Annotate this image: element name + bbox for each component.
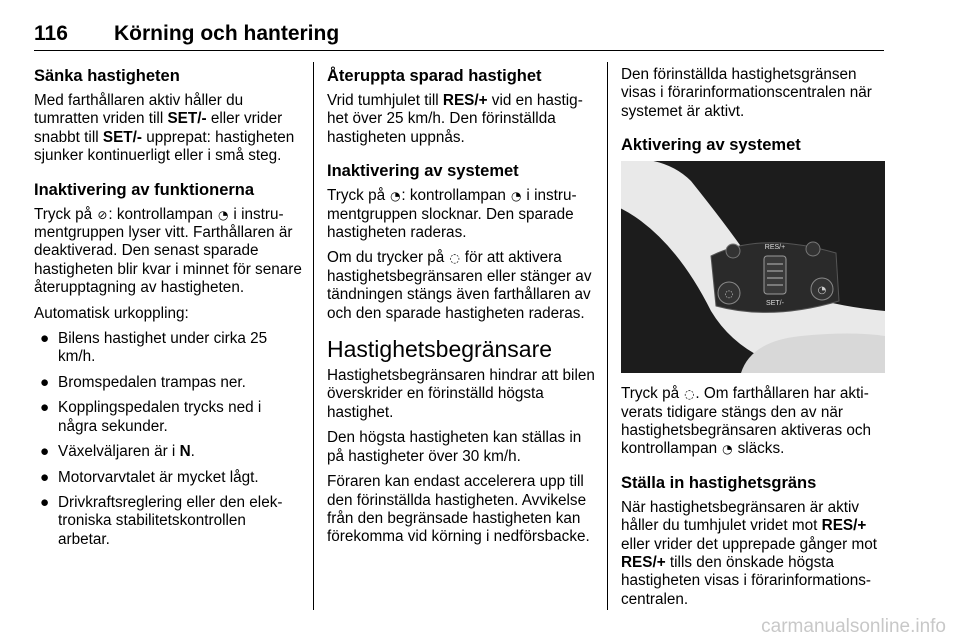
paragraph: Hastighetsbegränsaren hindrar att bilen överskrider en förinställd högsta hastighet. xyxy=(327,367,595,421)
wheel-set-label: SET/- xyxy=(766,300,784,308)
bullet-icon: ● xyxy=(40,468,50,486)
paragraph xyxy=(621,499,887,609)
heading-sanka-hastigheten: Sänka hastigheten xyxy=(34,67,180,85)
heading-inaktivering-funktionerna: Inaktivering av funktionerna xyxy=(34,180,255,199)
text: . Om farthållaren har aktiverats tidigare stängs den av när hastighetsbegränsaren aktiveras och kontrollampan xyxy=(621,385,872,458)
text: Vrid tumhjulet till xyxy=(327,92,443,109)
list-item-text: Drivkraftsreglering eller den elektroniska stabilitetskontrollen arbetar. xyxy=(58,493,283,548)
text: När hastighetsbegränsaren är aktiv håller du tumhjulet vridet mot xyxy=(621,498,860,535)
page-header xyxy=(34,22,884,51)
column-divider xyxy=(313,62,314,610)
page-title: Körning och hantering xyxy=(114,22,340,45)
text: i instrumentgruppen lyser vitt. Farthållaren är deaktiverad. Den senast sparade hastigheten blir kvar i minnet för senare återupptagning av hastigheten. xyxy=(34,205,302,297)
paragraph xyxy=(34,92,302,166)
bold-res-label: RES/+ xyxy=(442,92,488,109)
heading-ateruppta: Återuppta sparad hastighet xyxy=(327,67,542,85)
heading-stalla-in: Ställa in hastighetsgräns xyxy=(621,473,817,492)
text: upprepat: hastigheten sjunker kontinuerligt eller i små steg. xyxy=(34,128,295,165)
text: : kontrollampan xyxy=(401,187,511,205)
cruise-cancel-icon: ⊘ xyxy=(97,207,108,222)
text: eller vrider det upprepade gånger mot xyxy=(621,535,877,553)
paragraph xyxy=(327,187,595,242)
svg-text:◌: ◌ xyxy=(724,289,734,301)
text: : kontrollampan xyxy=(108,205,218,223)
bullet-icon: ● xyxy=(40,373,50,391)
list-item xyxy=(34,443,302,461)
list-item-text: Motorvarvtalet är mycket lågt. xyxy=(58,468,259,486)
column-1 xyxy=(34,66,302,556)
bold-set-label: SET/- xyxy=(102,128,142,146)
heading-inaktivering-systemet: Inaktivering av systemet xyxy=(327,162,519,181)
cruise-indicator-icon: ◔ xyxy=(510,189,522,204)
bullet-list xyxy=(34,330,302,549)
cruise-indicator-icon: ◔ xyxy=(390,189,401,204)
list-item xyxy=(34,330,302,367)
bullet-icon: ● xyxy=(40,493,50,511)
bold-res-label: RES/+ xyxy=(621,554,666,572)
steering-wheel-svg xyxy=(621,161,885,373)
page-number: 116 xyxy=(34,22,68,45)
text: Med farthållaren aktiv håller du tumratten vriden till xyxy=(34,92,244,128)
column-2 xyxy=(327,66,595,554)
list-item xyxy=(34,469,302,487)
paragraph: Föraren kan endast accelerera upp till den förinställda hastigheten. Avvikelse från den begränsade hastigheten kan förekomma vid körning i nedförsbacke. xyxy=(327,473,590,546)
bold-set-label: SET/- xyxy=(167,110,207,128)
wheel-res-label: RES/+ xyxy=(764,244,786,252)
text: vid en hastighet över 25 km/h. Den förinställda hastigheten uppnås. xyxy=(327,92,583,146)
cruise-indicator-icon: ◔ xyxy=(217,207,229,222)
list-item xyxy=(34,374,302,392)
text: Om du trycker på xyxy=(327,249,449,267)
watermark: carmanualsonline.info xyxy=(761,616,946,637)
list-item-text: Kopplingspedalen trycks ned i några sekunder. xyxy=(58,399,262,435)
list-item xyxy=(34,494,302,549)
bullet-icon: ● xyxy=(40,399,50,417)
list-item-text: Växelväljaren är i xyxy=(58,443,180,461)
paragraph: Den högsta hastigheten kan ställas in på hastigheter över 30 km/h. xyxy=(327,429,582,465)
speed-limiter-icon: ◌ xyxy=(684,387,695,402)
paragraph xyxy=(621,385,887,459)
section-title-hastighetsbegransare: Hastighetsbegränsare xyxy=(327,336,553,363)
list-item-text: Bilens hastighet under cirka 25 km/h. xyxy=(58,330,268,366)
svg-text:◔: ◔ xyxy=(817,285,827,297)
text: eller vrider snabbt till xyxy=(34,110,283,146)
text: . xyxy=(190,443,195,461)
paragraph xyxy=(34,206,302,298)
column-divider xyxy=(607,62,608,610)
text: Tryck på xyxy=(621,385,684,403)
text: i instrumentgruppen slocknar. Den sparade hastigheten raderas. xyxy=(327,187,577,242)
bold-res-label: RES/+ xyxy=(821,517,867,535)
list-item xyxy=(34,399,302,436)
heading-aktivering-systemet: Aktivering av systemet xyxy=(621,136,801,155)
column-3 xyxy=(621,66,887,616)
text: för att aktivera hastighetsbegränsaren eller stänger av tändningen stängs även farthållaren av och den sparade hastigheten raderas. xyxy=(327,249,592,322)
text: Tryck på xyxy=(34,205,97,223)
bullet-icon: ● xyxy=(40,330,50,348)
cruise-indicator-icon: ◔ xyxy=(722,442,733,457)
paragraph: Den förinställda hastighetsgränsen visas i förarinformationscentralen när systemet är aktivt. xyxy=(621,66,872,120)
gear-n-label: N xyxy=(179,443,191,461)
text: tills den önskade högsta hastigheten visas i förarinformationscentralen. xyxy=(621,554,871,608)
paragraph: Automatisk urkoppling: xyxy=(34,304,189,322)
text: släcks. xyxy=(733,440,785,458)
text: Tryck på xyxy=(327,187,390,205)
paragraph xyxy=(327,92,595,147)
paragraph xyxy=(327,249,595,323)
speed-limiter-icon: ◌ xyxy=(449,251,460,266)
bullet-icon: ● xyxy=(40,443,50,461)
steering-wheel-illustration xyxy=(621,161,885,373)
list-item-text: Bromspedalen trampas ner. xyxy=(58,373,246,391)
